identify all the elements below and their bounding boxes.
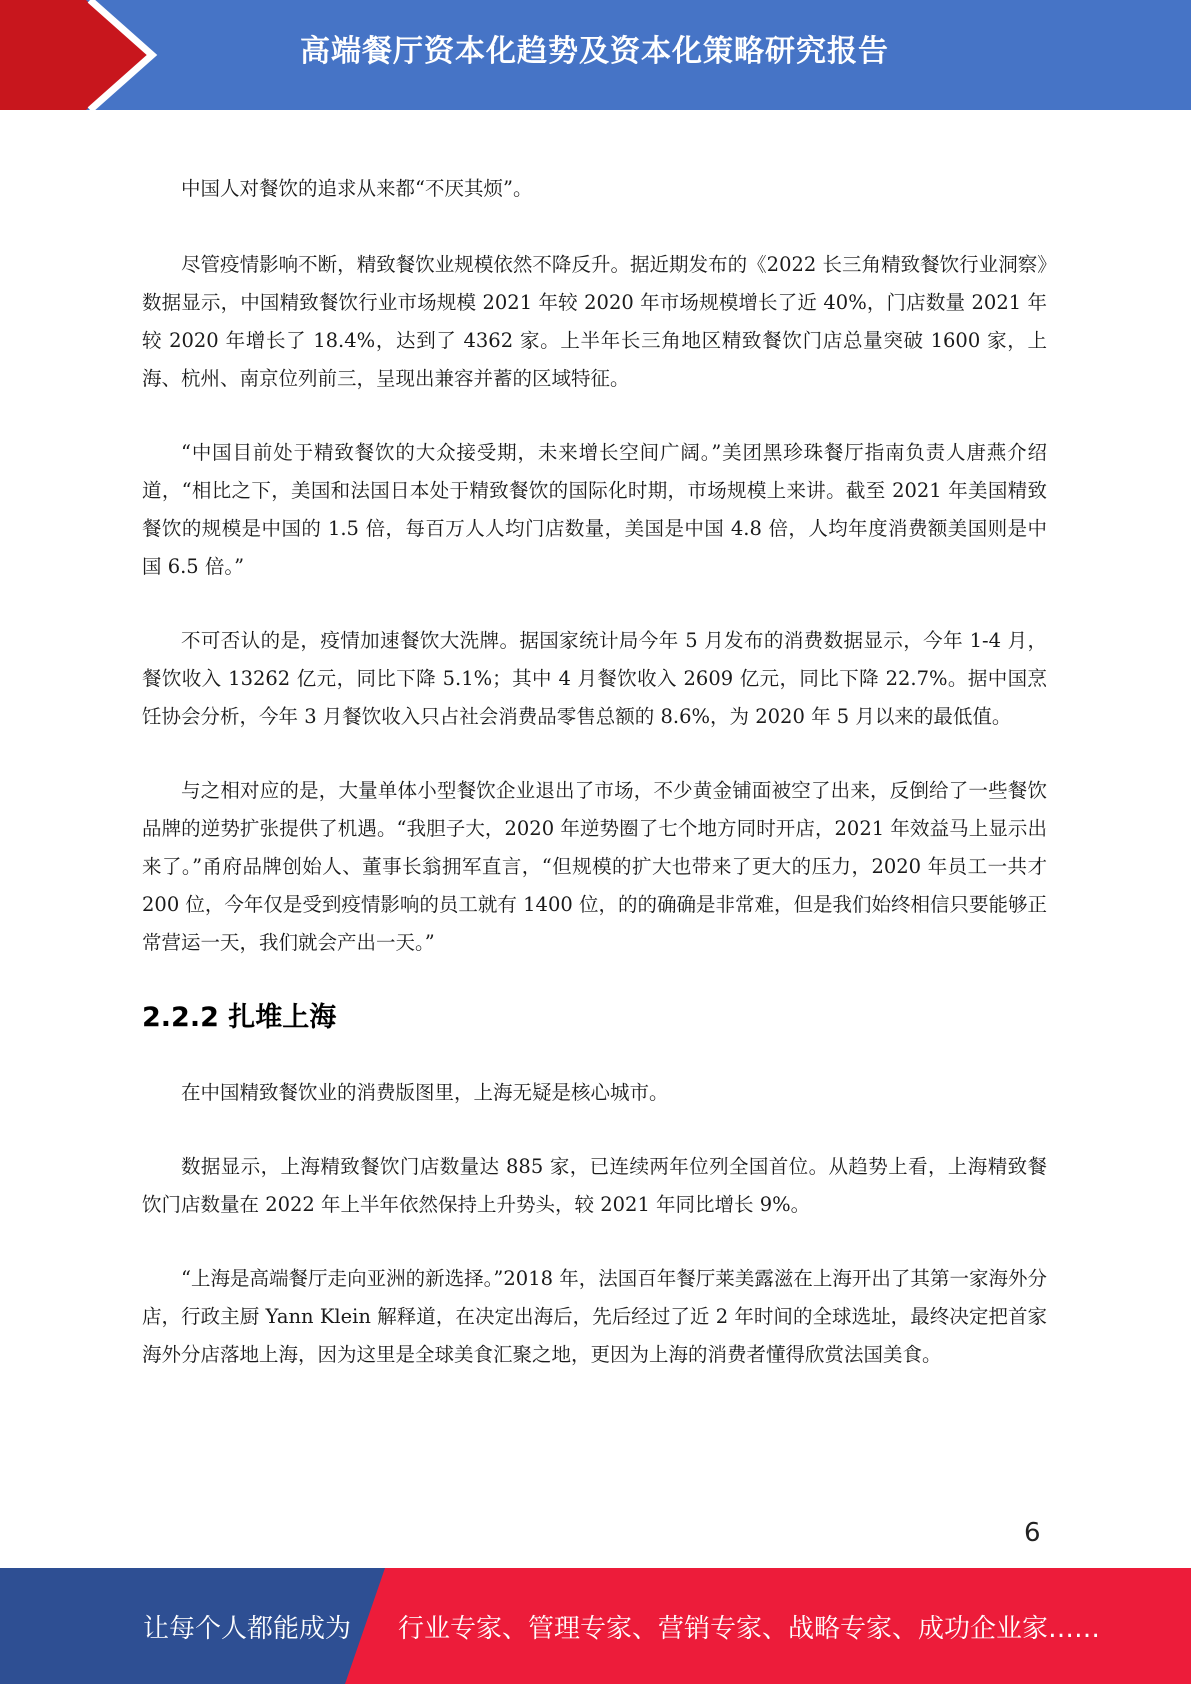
report-title: 高端餐厅资本化趋势及资本化策略研究报告 (300, 34, 889, 69)
paragraph: “上海是高端餐厅走向亚洲的新选择。”2018 年，法国百年餐厅莱美露滋在上海开出了其第一家海外分店，行政主厨 Yann Klein 解释道，在决定出海后，先后经过了近 2 年时间的全球选址，最终决定把首家海外分店落地上海，因为这里是全球美食汇聚之地，更因为上海的消费者懂得欣赏法国美食。 (142, 1267, 1047, 1366)
footer-slogan-right: 行业专家、管理专家、营销专家、战略专家、成功企业家…… (398, 1614, 1101, 1644)
header-chevron-icon (0, 0, 160, 110)
page-number: 6 (1024, 1518, 1041, 1548)
page-footer (0, 1568, 1191, 1684)
paragraph: 中国人对餐饮的追求从来都“不厌其烦”。 (181, 177, 533, 200)
paragraph: 不可否认的是，疫情加速餐饮大洗牌。据国家统计局今年 5 月发布的消费数据显示，今年 1-4 月，餐饮收入 13262 亿元，同比下降 5.1%；其中 4 月餐饮收入 2609 亿元，同比下降 22.7%。据中国烹饪协会分析，今年 3 月餐饮收入只占社会消费品零售总额的 8.6%，为 2020 年 5 月以来的最低值。 (142, 629, 1047, 728)
page-content (142, 170, 1047, 1410)
paragraph: 与之相对应的是，大量单体小型餐饮企业退出了市场，不少黄金铺面被空了出来，反倒给了一些餐饮品牌的逆势扩张提供了机遇。“我胆子大，2020 年逆势圈了七个地方同时开店，2021 年效益马上显示出来了。”甬府品牌创始人、董事长翁拥军直言，“但规模的扩大也带来了更大的压力，2020 年员工一共才 200 位，今年仅是受到疫情影响的员工就有 1400 位，的的确确是非常难，但是我们始终相信只要能够正常营运一天，我们就会产出一天。” (142, 779, 1047, 954)
paragraph: 尽管疫情影响不断，精致餐饮业规模依然不降反升。据近期发布的《2022 长三角精致餐饮行业洞察》数据显示，中国精致餐饮行业市场规模 2021 年较 2020 年市场规模增长了近 40%，门店数量 2021 年较 2020 年增长了 18.4%，达到了 4362 家。上半年长三角地区精致餐饮门店总量突破 1600 家，上海、杭州、南京位列前三，呈现出兼容并蓄的区域特征。 (142, 253, 1047, 390)
paragraph: 在中国精致餐饮业的消费版图里，上海无疑是核心城市。 (181, 1081, 669, 1104)
paragraph: “中国目前处于精致餐饮的大众接受期，未来增长空间广阔。”美团黑珍珠餐厅指南负责人唐燕介绍道，“相比之下，美国和法国日本处于精致餐饮的国际化时期，市场规模上来讲。截至 2021 年美国精致餐饮的规模是中国的 1.5 倍，每百万人人均门店数量，美国是中国 4.8 倍，人均年度消费额美国则是中国 6.5 倍。” (142, 441, 1047, 578)
page-header (0, 0, 1191, 110)
paragraph: 数据显示，上海精致餐饮门店数量达 885 家，已连续两年位列全国首位。从趋势上看，上海精致餐饮门店数量在 2022 年上半年依然保持上升势头，较 2021 年同比增长 9%。 (142, 1155, 1047, 1216)
footer-slogan-left: 让每个人都能成为 (143, 1614, 352, 1644)
section-heading: 2.2.2 扎堆上海 (142, 1002, 337, 1033)
